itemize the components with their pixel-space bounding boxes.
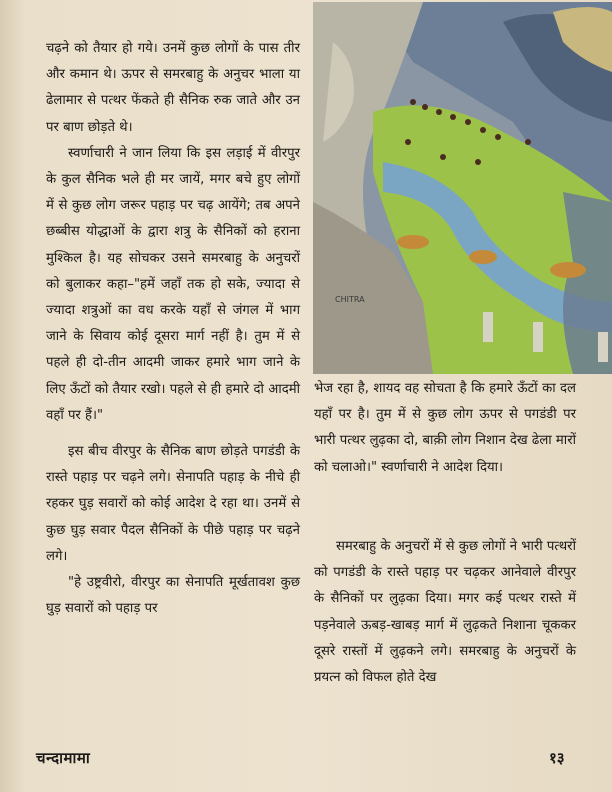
illustration-drawing [313, 2, 612, 374]
paragraph: समरबाहु के अनुचरों में से कुछ लोगों ने भारी पत्थरों को पगडंडी के रास्ते पहाड़ पर चढ़कर आनेवाले वीरपुर के सैनिकों पर लुढ़का दिया। मगर कई पत्थर रास्ते में पड़नेवाले ऊबड़-खाबड़ मार्ग में लुढ़कते निशाना चूककर दूसरे रास्तों में लुढ़कने लगे। समरबाहु के अनुचरों के प्रयत्न को विफल होते देख [314, 539, 576, 686]
paragraph: स्वर्णाचारी ने जान लिया कि इस लड़ाई में वीरपुर के कुल सैनिक भले ही मर जायें, मगर बचे हुए लोगों में से कुछ लोग जरूर पहाड़ पर चढ़ आयेंगे; तब अपने छब्बीस योद्धाओं के द्वारा शत्रु के सैनिकों को हराना मुश्किल है। यह सोचकर उसने समरबाहु के अनुचरों को बुलाकर कहा–"हमें जहाँ तक हो सके, ज्यादा से ज्यादा शत्रुओं का वध करके यहाँ से जंगल में भाग जाने के सिवाय कोई दूसरा मार्ग नहीं है। तुम में से पहले ही दो-तीन आदमी जाकर हमारे भाग जाने के लिए ऊँटों को तैयार रखो। पहले से ही हमारे दो आदमी वहाँ पर हैं।" [46, 145, 300, 423]
battle-illustration [313, 2, 612, 374]
artist-signature: CHITRA [335, 295, 365, 304]
magazine-name: चन्दामामा [36, 749, 91, 767]
text-column-right-lower [314, 534, 576, 691]
paragraph: चढ़ने को तैयार हो गये। उनमें कुछ लोगों के पास तीर और कमान थे। ऊपर से समरबाहु के अनुचर भाला या ढेलामार से पत्थर फेंकते ही सैनिक रुक जाते और उन पर बाण छोड़ते थे। [46, 41, 300, 135]
text-column-left [46, 36, 300, 622]
paragraph: "हे उष्ट्रवीरो, वीरपुर का सेनापति मूर्खतावश कुछ घुड़ सवारों को पहाड़ पर [46, 575, 300, 617]
text-column-right [314, 376, 576, 481]
paragraph: इस बीच वीरपुर के सैनिक बाण छोड़ते पगडंडी के रास्ते पहाड़ पर चढ़ने लगे। सेनापति पहाड़ के नीचे ही रहकर घुड़ सवारों को कोई आदेश दे रहा था। उनमें से कुछ घुड़ सवार पैदल सैनिकों के पीछे पहाड़ पर चढ़ने लगे। [46, 444, 300, 564]
paragraph: भेज रहा है, शायद वह सोचता है कि हमारे ऊँटों का दल यहाँ पर है। तुम में से कुछ लोग ऊपर से पगडंडी पर भारी पत्थर लुढ़का दो, बाक़ी लोग निशान देख ढेला मारों को चलाओ।" स्वर्णाचारी ने आदेश दिया। [314, 381, 576, 475]
page-number: १३ [549, 749, 565, 767]
